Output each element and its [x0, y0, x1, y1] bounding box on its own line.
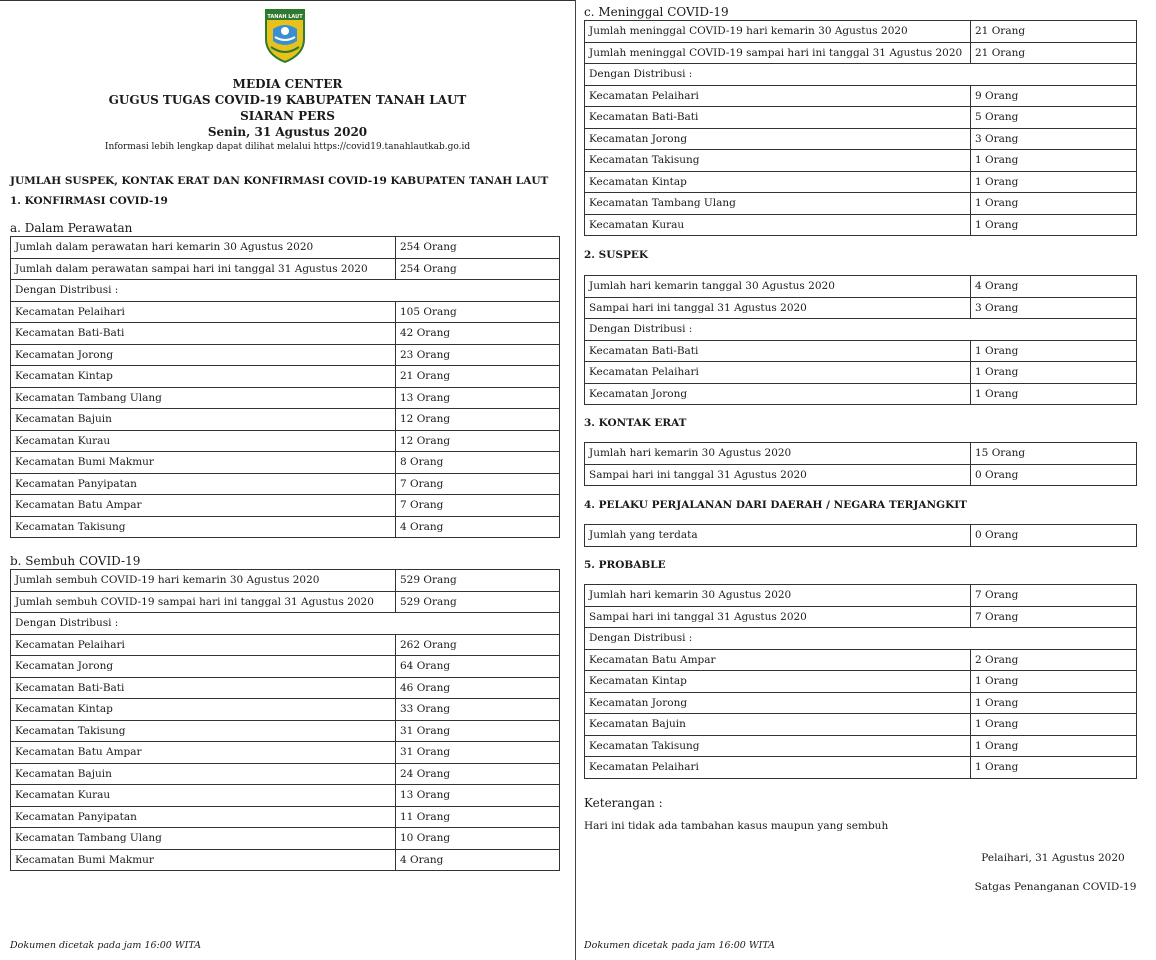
row-value: 1 Orang: [971, 340, 1137, 362]
row-value: 31 Orang: [396, 720, 560, 742]
section-1-title: 1. KONFIRMASI COVID-19: [10, 195, 168, 207]
table-row: [11, 473, 560, 495]
table-row: [585, 671, 1137, 693]
table-row: [585, 606, 1137, 628]
table-row: [585, 319, 1137, 341]
row-label: Kecamatan Pelaihari: [585, 757, 971, 779]
table-row: [585, 171, 1137, 193]
table-row: [11, 452, 560, 474]
table-row: [11, 699, 560, 721]
table-row: [11, 656, 560, 678]
row-label: Kecamatan Takisung: [11, 516, 396, 538]
distribution-label: Dengan Distribusi :: [585, 628, 1137, 650]
table-row: [585, 443, 1137, 465]
distribution-label: Dengan Distribusi :: [11, 280, 560, 302]
table-row: [11, 828, 560, 850]
tanah-laut-logo-icon: [263, 7, 307, 63]
section-2-title: 2. SUSPEK: [584, 249, 648, 261]
main-title: JUMLAH SUSPEK, KONTAK ERAT DAN KONFIRMASI COVID-19 KABUPATEN TANAH LAUT: [10, 175, 549, 187]
info-link-text: Informasi lebih lengkap dapat dilihat melalui https://covid19.tanahlautkab.go.id: [104, 142, 471, 152]
table-row: [585, 107, 1137, 129]
table-row: [585, 193, 1137, 215]
row-value: 13 Orang: [396, 387, 560, 409]
row-label: Kecamatan Panyipatan: [11, 806, 396, 828]
row-value: 4 Orang: [971, 276, 1137, 298]
table-row: [585, 85, 1137, 107]
row-value: 4 Orang: [396, 516, 560, 538]
row-label: Kecamatan Tambang Ulang: [11, 828, 396, 850]
table-row: [585, 276, 1137, 298]
row-value: 9 Orang: [971, 85, 1137, 107]
table-row: [11, 785, 560, 807]
row-value: 1 Orang: [971, 383, 1137, 405]
keterangan-title: Keterangan :: [584, 796, 663, 810]
row-value: 0 Orang: [971, 525, 1137, 547]
row-label: Kecamatan Kintap: [11, 366, 396, 388]
table-pelaku-perjalanan: [584, 524, 1137, 547]
table-row: [585, 362, 1137, 384]
row-label: Kecamatan Jorong: [585, 692, 971, 714]
row-label: Sampai hari ini tanggal 31 Agustus 2020: [585, 464, 971, 486]
table-row: [11, 634, 560, 656]
table-row: [585, 757, 1137, 779]
table-row: [11, 570, 560, 592]
table-row: [11, 806, 560, 828]
row-label: Kecamatan Batu Ampar: [11, 495, 396, 517]
row-label: Sampai hari ini tanggal 31 Agustus 2020: [585, 297, 971, 319]
row-label: Kecamatan Batu Ampar: [585, 649, 971, 671]
row-label: Kecamatan Bati-Bati: [585, 340, 971, 362]
distribution-label: Dengan Distribusi :: [585, 64, 1137, 86]
row-value: 0 Orang: [971, 464, 1137, 486]
row-value: 10 Orang: [396, 828, 560, 850]
row-label: Kecamatan Takisung: [585, 735, 971, 757]
row-label: Jumlah hari kemarin tanggal 30 Agustus 2020: [585, 276, 971, 298]
table-row: [585, 735, 1137, 757]
table-row: [585, 692, 1137, 714]
table-row: [11, 409, 560, 431]
row-value: 1 Orang: [971, 714, 1137, 736]
row-value: 4 Orang: [396, 849, 560, 871]
row-label: Kecamatan Kintap: [585, 171, 971, 193]
table-row: [11, 344, 560, 366]
row-value: 31 Orang: [396, 742, 560, 764]
right-footer: Dokumen dicetak pada jam 16:00 WITA: [584, 940, 776, 951]
row-value: 13 Orang: [396, 785, 560, 807]
table-probable: [584, 584, 1137, 779]
row-label: Kecamatan Kintap: [585, 671, 971, 693]
table-row: [11, 323, 560, 345]
row-label: Kecamatan Tambang Ulang: [11, 387, 396, 409]
row-value: 1 Orang: [971, 757, 1137, 779]
table-row: [585, 297, 1137, 319]
row-value: 21 Orang: [971, 42, 1137, 64]
subsection-c-title: c. Meninggal COVID-19: [584, 5, 729, 19]
table-row: [585, 150, 1137, 172]
row-value: 12 Orang: [396, 430, 560, 452]
row-label: Jumlah yang terdata: [585, 525, 971, 547]
row-label: Kecamatan Kintap: [11, 699, 396, 721]
subsection-b-title: b. Sembuh COVID-19: [10, 554, 141, 568]
table-row: [11, 591, 560, 613]
row-value: 105 Orang: [396, 301, 560, 323]
table-row: [11, 258, 560, 280]
left-footer: Dokumen dicetak pada jam 16:00 WITA: [10, 940, 202, 951]
header-gugus-tugas: GUGUS TUGAS COVID-19 KABUPATEN TANAH LAUT: [108, 93, 467, 107]
row-label: Jumlah sembuh COVID-19 hari kemarin 30 Agustus 2020: [11, 570, 396, 592]
table-row: [11, 516, 560, 538]
row-label: Kecamatan Bajuin: [11, 763, 396, 785]
row-value: 12 Orang: [396, 409, 560, 431]
table-row: [585, 383, 1137, 405]
place-date: Pelaihari, 31 Agustus 2020: [981, 852, 1125, 864]
section-4-title: 4. PELAKU PERJALANAN DARI DAERAH / NEGARA TERJANGKIT: [584, 499, 967, 511]
table-row: [585, 628, 1137, 650]
table-row: [11, 763, 560, 785]
table-row: [585, 525, 1137, 547]
row-value: 46 Orang: [396, 677, 560, 699]
section-5-title: 5. PROBABLE: [584, 559, 666, 571]
row-label: Kecamatan Bati-Bati: [585, 107, 971, 129]
subsection-a-title: a. Dalam Perawatan: [10, 221, 133, 235]
row-value: 1 Orang: [971, 193, 1137, 215]
row-label: Kecamatan Bumi Makmur: [11, 849, 396, 871]
row-label: Kecamatan Jorong: [11, 344, 396, 366]
signatory: Satgas Penanganan COVID-19: [974, 881, 1137, 893]
row-value: 1 Orang: [971, 692, 1137, 714]
table-row: [11, 495, 560, 517]
table-row: [11, 613, 560, 635]
table-row: [11, 366, 560, 388]
row-label: Kecamatan Jorong: [585, 383, 971, 405]
row-label: Jumlah hari kemarin 30 Agustus 2020: [585, 443, 971, 465]
row-value: 24 Orang: [396, 763, 560, 785]
row-value: 254 Orang: [396, 258, 560, 280]
row-value: 1 Orang: [971, 362, 1137, 384]
table-row: [585, 128, 1137, 150]
row-value: 1 Orang: [971, 150, 1137, 172]
row-value: 1 Orang: [971, 214, 1137, 236]
row-label: Kecamatan Kurau: [11, 785, 396, 807]
header-media-center: MEDIA CENTER: [232, 77, 343, 91]
row-value: 1 Orang: [971, 735, 1137, 757]
row-value: 64 Orang: [396, 656, 560, 678]
row-value: 21 Orang: [971, 21, 1137, 43]
logo-text: TANAH LAUT: [267, 14, 303, 20]
row-label: Kecamatan Pelaihari: [11, 301, 396, 323]
row-value: 3 Orang: [971, 128, 1137, 150]
row-label: Kecamatan Jorong: [11, 656, 396, 678]
row-label: Jumlah meninggal COVID-19 hari kemarin 30 Agustus 2020: [585, 21, 971, 43]
table-row: [585, 64, 1137, 86]
table-row: [11, 387, 560, 409]
table-row: [585, 585, 1137, 607]
row-label: Kecamatan Bajuin: [585, 714, 971, 736]
row-value: 254 Orang: [396, 237, 560, 259]
row-label: Kecamatan Batu Ampar: [11, 742, 396, 764]
row-value: 11 Orang: [396, 806, 560, 828]
row-label: Kecamatan Bumi Makmur: [11, 452, 396, 474]
section-3-title: 3. KONTAK ERAT: [584, 417, 687, 429]
row-value: 262 Orang: [396, 634, 560, 656]
table-row: [585, 214, 1137, 236]
table-row: [11, 677, 560, 699]
row-value: 5 Orang: [971, 107, 1137, 129]
row-label: Kecamatan Bati-Bati: [11, 323, 396, 345]
row-label: Kecamatan Jorong: [585, 128, 971, 150]
table-row: [585, 340, 1137, 362]
distribution-label: Dengan Distribusi :: [585, 319, 1137, 341]
row-label: Kecamatan Tambang Ulang: [585, 193, 971, 215]
row-value: 529 Orang: [396, 570, 560, 592]
row-label: Kecamatan Pelaihari: [11, 634, 396, 656]
header-siaran-pers: SIARAN PERS: [240, 109, 335, 123]
row-label: Jumlah hari kemarin 30 Agustus 2020: [585, 585, 971, 607]
table-dalam-perawatan: [10, 236, 560, 538]
table-row: [585, 21, 1137, 43]
row-value: 529 Orang: [396, 591, 560, 613]
table-kontak-erat: [584, 442, 1137, 486]
table-row: [11, 301, 560, 323]
row-value: 7 Orang: [971, 585, 1137, 607]
row-value: 1 Orang: [971, 171, 1137, 193]
row-label: Jumlah dalam perawatan hari kemarin 30 Agustus 2020: [11, 237, 396, 259]
table-row: [11, 742, 560, 764]
table-sembuh: [10, 569, 560, 871]
row-label: Kecamatan Pelaihari: [585, 85, 971, 107]
row-value: 8 Orang: [396, 452, 560, 474]
row-label: Jumlah sembuh COVID-19 sampai hari ini tanggal 31 Agustus 2020: [11, 591, 396, 613]
row-value: 23 Orang: [396, 344, 560, 366]
table-row: [11, 280, 560, 302]
table-row: [11, 430, 560, 452]
row-label: Sampai hari ini tanggal 31 Agustus 2020: [585, 606, 971, 628]
row-value: 7 Orang: [971, 606, 1137, 628]
keterangan-text: Hari ini tidak ada tambahan kasus maupun yang sembuh: [584, 820, 889, 832]
row-label: Kecamatan Takisung: [11, 720, 396, 742]
row-value: 33 Orang: [396, 699, 560, 721]
table-meninggal: [584, 20, 1137, 236]
table-row: [585, 42, 1137, 64]
row-value: 2 Orang: [971, 649, 1137, 671]
table-suspek: [584, 275, 1137, 405]
right-page: [575, 0, 1156, 960]
table-row: [11, 849, 560, 871]
distribution-label: Dengan Distribusi :: [11, 613, 560, 635]
row-label: Jumlah dalam perawatan sampai hari ini tanggal 31 Agustus 2020: [11, 258, 396, 280]
row-value: 15 Orang: [971, 443, 1137, 465]
row-label: Kecamatan Panyipatan: [11, 473, 396, 495]
row-label: Kecamatan Bajuin: [11, 409, 396, 431]
table-row: [585, 714, 1137, 736]
row-value: 21 Orang: [396, 366, 560, 388]
row-label: Kecamatan Bati-Bati: [11, 677, 396, 699]
row-label: Kecamatan Kurau: [585, 214, 971, 236]
row-label: Kecamatan Pelaihari: [585, 362, 971, 384]
row-value: 7 Orang: [396, 495, 560, 517]
header-date: Senin, 31 Agustus 2020: [207, 125, 368, 139]
table-row: [585, 464, 1137, 486]
row-value: 7 Orang: [396, 473, 560, 495]
table-row: [585, 649, 1137, 671]
row-value: 3 Orang: [971, 297, 1137, 319]
row-label: Jumlah meninggal COVID-19 sampai hari ini tanggal 31 Agustus 2020: [585, 42, 971, 64]
left-page: [0, 0, 575, 960]
row-label: Kecamatan Takisung: [585, 150, 971, 172]
table-row: [11, 720, 560, 742]
row-value: 42 Orang: [396, 323, 560, 345]
row-label: Kecamatan Kurau: [11, 430, 396, 452]
row-value: 1 Orang: [971, 671, 1137, 693]
table-row: [11, 237, 560, 259]
